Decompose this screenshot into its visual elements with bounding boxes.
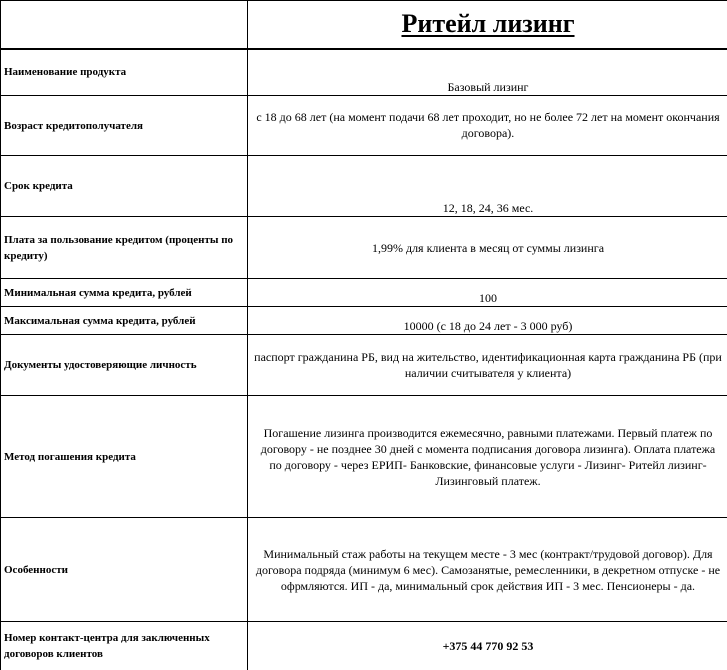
- title-blank-cell: [1, 1, 248, 49]
- table-title: Ритейл лизинг: [248, 1, 727, 49]
- table-row: [1, 335, 727, 396]
- row-label-loan-term: Срок кредита: [1, 156, 248, 217]
- row-value-max-amount: 10000 (с 18 до 24 лет - 3 000 руб): [248, 307, 727, 335]
- row-label-borrower-age: Возраст кредитополучателя: [1, 96, 248, 156]
- table-row: [1, 307, 727, 335]
- table-row: [1, 49, 727, 96]
- title-row: [1, 1, 727, 49]
- row-label-features: Особенности: [1, 518, 248, 622]
- table-row: [1, 622, 727, 670]
- table-row: [1, 518, 727, 622]
- table-row: [1, 96, 727, 156]
- table-row: [1, 217, 727, 279]
- row-value-loan-term: 12, 18, 24, 36 мес.: [248, 156, 727, 217]
- row-label-id-documents: Документы удостоверяющие личность: [1, 335, 248, 396]
- table-row: [1, 279, 727, 307]
- table-row: [1, 396, 727, 518]
- row-label-min-amount: Минимальная сумма кредита, рублей: [1, 279, 248, 307]
- table-row: [1, 156, 727, 217]
- row-label-product-name: Наименование продукта: [1, 49, 248, 96]
- row-value-min-amount: 100: [248, 279, 727, 307]
- row-value-features: Минимальный стаж работы на текущем месте - 3 мес (контракт/трудовой договор). Для договора подряда (минимум 6 мес). Самозанятые, ремесленники, в декретном отпуске - не офрмляются. ИП - да, минимальный срок действия ИП - 3 мес. Пенсионеры - да.: [248, 518, 727, 622]
- row-label-max-amount: Максимальная сумма кредита, рублей: [1, 307, 248, 335]
- row-label-repayment-method: Метод погашения кредита: [1, 396, 248, 518]
- row-value-repayment-method: Погашение лизинга производится ежемесячно, равными платежами. Первый платеж по договору - не позднее 30 дней с момента подписания договора лизинга). Оплата платежа по договору - через ЕРИП- Банковские, финансовые услуги - Лизинг- Ритейл лизинг- Лизинговый платеж.: [248, 396, 727, 518]
- row-value-contact-phone: +375 44 770 92 53: [248, 622, 727, 670]
- row-value-interest: 1,99% для клиента в месяц от суммы лизинга: [248, 217, 727, 279]
- row-label-contact-center: Номер контакт-центра для заключенных договоров клиентов: [1, 622, 248, 670]
- row-value-id-documents: паспорт гражданина РБ, вид на жительство, идентификационная карта гражданина РБ (при наличии считывателя у клиента): [248, 335, 727, 396]
- row-value-borrower-age: с 18 до 68 лет (на момент подачи 68 лет проходит, но не более 72 лет на момент окончания договора).: [248, 96, 727, 156]
- row-value-product-name: Базовый лизинг: [248, 49, 727, 96]
- row-label-interest: Плата за пользование кредитом (проценты по кредиту): [1, 217, 248, 279]
